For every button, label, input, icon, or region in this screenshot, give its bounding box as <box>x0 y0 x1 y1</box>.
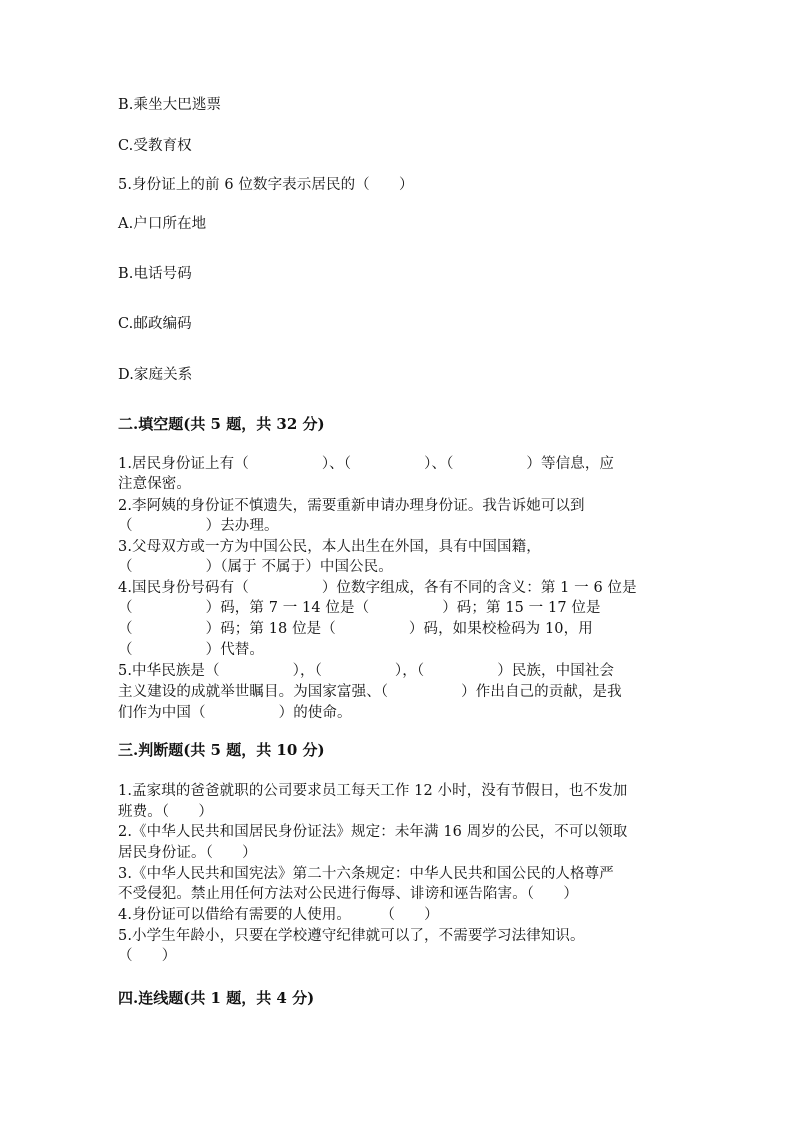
fill-blank-line: 2.李阿姨的身份证不慎遗失，需要重新申请办理身份证。我告诉她可以到 <box>118 498 585 514</box>
fill-blank-line: 1.居民身份证上有（ ）、（ ）、（ ）等信息，应 <box>118 456 615 472</box>
true-false-line: 1.孟家琪的爸爸就职的公司要求员工每天工作 12 小时，没有节假日，也不发加 <box>118 783 628 799</box>
option-5c: C.邮政编码 <box>118 316 192 332</box>
option-4c: C.受教育权 <box>118 138 192 154</box>
fill-blank-line: 注意保密。 <box>118 476 191 492</box>
fill-blank-line: 们作为中国（ ）的使命。 <box>118 705 352 721</box>
true-false-line: 2.《中华人民共和国居民身份证法》规定：未年满 16 周岁的公民，不可以领取 <box>118 824 628 840</box>
fill-blank-line: （ ）去办理。 <box>118 518 279 534</box>
fill-blank-line: （ ）码；第 18 位是（ ）码，如果校检码为 10，用 <box>118 621 593 637</box>
fill-blank-line: 3.父母双方或一方为中国公民，本人出生在外国，具有中国国籍， <box>118 539 541 555</box>
fill-blank-line: （ ）代替。 <box>118 642 264 658</box>
true-false-line: （ ） <box>118 948 177 964</box>
true-false-line: 3.《中华人民共和国宪法》第二十六条规定：中华人民共和国公民的人格尊严 <box>118 866 614 882</box>
option-5d: D.家庭关系 <box>118 367 193 383</box>
fill-blank-line: 5.中华民族是（ ），（ ），（ ）民族，中国社会 <box>118 663 615 679</box>
section-title-fill-blank: 二.填空题(共 5 题，共 32 分) <box>118 415 325 433</box>
section-title-true-false: 三.判断题(共 5 题，共 10 分) <box>118 741 325 759</box>
true-false-line: 不受侵犯。禁止用任何方法对公民进行侮辱、诽谤和诬告陷害。（ ） <box>118 886 578 902</box>
section-title-matching: 四.连线题(共 1 题，共 4 分) <box>118 989 315 1007</box>
fill-blank-line: （ ）（属于 不属于）中国公民。 <box>118 559 393 575</box>
option-5b: B.电话号码 <box>118 266 192 282</box>
option-4b: B.乘坐大巴逃票 <box>118 97 222 113</box>
true-false-line: 班费。（ ） <box>118 804 213 820</box>
option-5a: A.户口所在地 <box>118 216 207 232</box>
true-false-line: 居民身份证。（ ） <box>118 845 257 861</box>
fill-blank-line: 4.国民身份号码有（ ）位数字组成，各有不同的含义：第 1 一 6 位是 <box>118 580 637 596</box>
true-false-line: 4.身份证可以借给有需要的人使用。 （ ） <box>118 907 439 923</box>
fill-blank-line: （ ）码，第 7 一 14 位是（ ）码；第 15 一 17 位是 <box>118 600 601 616</box>
fill-blank-line: 主义建设的成就举世瞩目。为国家富强、（ ）作出自己的贡献，是我 <box>118 684 622 700</box>
question-5-stem: 5.身份证上的前 6 位数字表示居民的（ ） <box>118 177 414 193</box>
true-false-line: 5.小学生年龄小，只要在学校遵守纪律就可以了，不需要学习法律知识。 <box>118 928 585 944</box>
